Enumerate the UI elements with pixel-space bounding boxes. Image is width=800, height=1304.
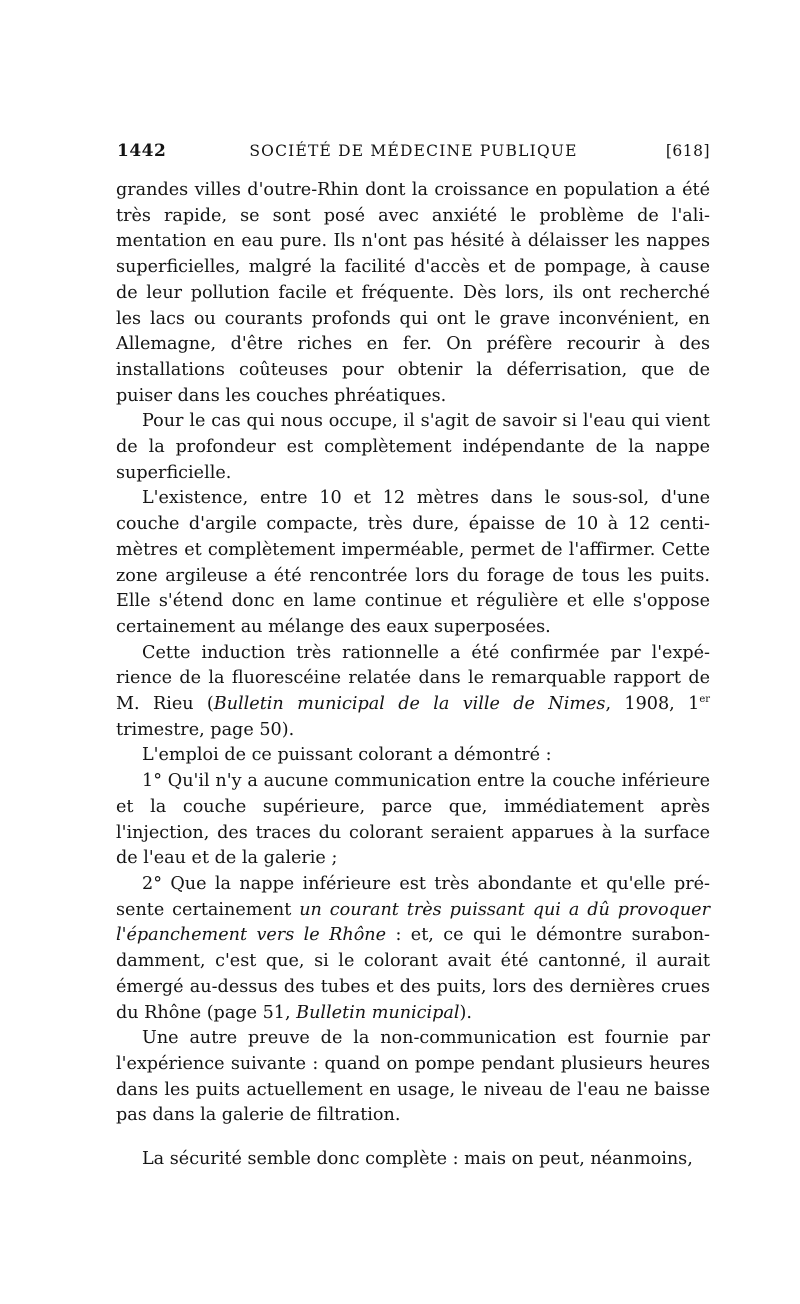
running-title: SOCIÉTÉ DE MÉDECINE PUBLIQUE [249,142,578,160]
paragraph [116,872,710,1026]
paragraph: Une autre preuve de la non-communication est fournie par l'expérience suivante : quand on pompe pendant plusieurs heures dans les puits actuellement en usage, le niveau de l'eau ne baisse pas dans la galerie de filtration. [116,1028,710,1126]
page-number: 1442 [117,141,167,161]
paragraph-text: , 1908, 1 [605,694,700,715]
paragraph: Pour le cas qui nous occupe, il s'agit de savoir si l'eau qui vient de la profondeur est complètement indépendante de la nappe superficielle. [116,411,710,483]
bulletin-citation: Bulletin municipal de la ville de Nimes [213,694,606,715]
paragraph: L'emploi de ce puissant colorant a démontré : [142,745,552,766]
paragraph-text: 2° Que la nappe inférieure est très abondante et qu'elle présente certainement [116,873,710,920]
paragraph-text: trimestre, page 50). [116,719,295,740]
body-text [116,178,710,1173]
ordinal-superscript: er [699,694,711,706]
paragraph: grandes villes d'outre-Rhin dont la croissance en population a été très rapide, se sont posé avec anxiété le problème de l'alimentation en eau pure. Ils n'ont pas hésité à délaisser les nappes superficielles, malgré la facilité d'accès et de pompage, à cause de leur pollution facile et fréquente. Dès lors, ils ont recherché les lacs ou courants profonds qui ont le grave inconvénient, en Allemagne, d'être riches en fer. On préfère recourir à des installations coûteuses pour obtenir la déferrisation, que de puiser dans les couches phréatiques. [116,180,710,406]
bulletin-citation: Bulletin municipal [296,1002,460,1023]
paragraph: L'existence, entre 10 et 12 mètres dans le sous-sol, d'une couche d'argile compacte, très dure, épaisse de 10 à 12 centimètres et complètement imperméable, permet de l'affirmer. Cette zone argileuse a été rencontrée lors du forage de tous les puits. Elle s'étend donc en lame continue et régulière et elle s'oppose certainement au mélange des eaux superposées. [116,488,710,637]
emphasis-text: un courant très puissant qui a dû provoquer l'épanchement vers le Rhône [116,899,710,946]
paragraph: La sécurité semble donc complète : mais on peut, néanmoins, [142,1149,693,1170]
running-header [117,139,710,163]
folio-number: [618] [665,142,710,160]
paragraph-text: ). [459,1002,473,1023]
paragraph: 1° Qu'il n'y a aucune communication entre la couche inférieure et la couche supérieure, parce que, immédiatement après l'injection, des traces du colorant seraient apparues à la surface de l'eau et de la galerie ; [116,771,710,869]
paragraph-text: Cette induction très rationnelle a été confirmée par l'expérience de la fluorescéine relatée dans le remarquable rapport de M. Rieu ( [116,642,710,715]
paragraph-text: : et, ce qui le démontre surabondamment, c'est que, si le colorant avait été cantonné, il aurait émergé au-dessus des tubes et des puits, lors des dernières crues du Rhône (page 51, [116,925,710,1023]
paragraph [116,641,710,744]
